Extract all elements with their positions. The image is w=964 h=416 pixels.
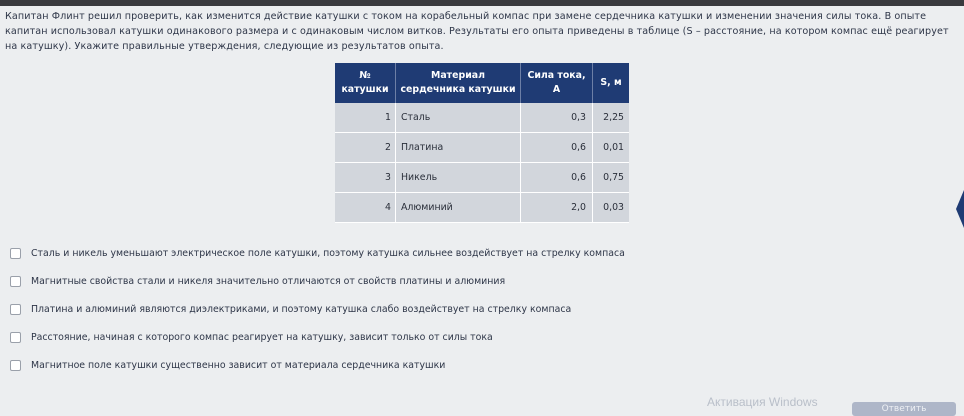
cell-current: 0,6	[521, 133, 593, 163]
answer-option-label: Магнитные свойства стали и никеля значительно отличаются от свойств платины и алюминия	[31, 275, 506, 287]
header-coil-number: № катушки	[335, 63, 396, 103]
cell-current: 2,0	[521, 193, 593, 223]
header-core-material: Материал сердечника катушки	[396, 63, 521, 103]
cell-coil-number: 2	[335, 133, 396, 163]
cell-distance: 0,03	[593, 193, 630, 223]
submit-button[interactable]: Ответить	[852, 402, 956, 416]
header-distance: S, м	[593, 63, 630, 103]
checkbox[interactable]	[10, 276, 21, 287]
top-bar	[0, 0, 964, 6]
cell-core-material: Никель	[396, 163, 521, 193]
cell-core-material: Платина	[396, 133, 521, 163]
answer-option-1[interactable]	[10, 245, 630, 261]
results-table	[335, 63, 629, 223]
answer-option-5[interactable]	[10, 357, 630, 373]
table-row	[335, 163, 629, 193]
question-text: Капитан Флинт решил проверить, как изменится действие катушки с током на корабельный компас при замене сердечника катушки и изменении значения силы тока. В опыте капитан использовал катушки одинакового размера и с одинаковым числом витков. Результаты его опыта приведены в таблице (S – расстояние, на котором компас ещё реагирует на катушку). Укажите правильные утверждения, следующие из результатов опыта.	[5, 11, 949, 52]
answer-option-4[interactable]	[10, 329, 630, 345]
cell-coil-number: 3	[335, 163, 396, 193]
windows-activation-watermark: Активация Windows	[707, 395, 818, 409]
cell-current: 0,6	[521, 163, 593, 193]
header-current: Сила тока, А	[521, 63, 593, 103]
answer-option-label: Расстояние, начиная с которого компас реагирует на катушку, зависит только от силы тока	[31, 331, 493, 343]
cell-current: 0,3	[521, 103, 593, 133]
cell-distance: 0,01	[593, 133, 630, 163]
answer-option-3[interactable]	[10, 301, 630, 317]
cell-distance: 0,75	[593, 163, 630, 193]
table-row	[335, 133, 629, 163]
cell-distance: 2,25	[593, 103, 630, 133]
cell-core-material: Сталь	[396, 103, 521, 133]
checkbox[interactable]	[10, 248, 21, 259]
cell-coil-number: 4	[335, 193, 396, 223]
answer-option-label: Магнитное поле катушки существенно зависит от материала сердечника катушки	[31, 359, 446, 371]
cell-core-material: Алюминий	[396, 193, 521, 223]
checkbox[interactable]	[10, 360, 21, 371]
answer-option-2[interactable]	[10, 273, 630, 289]
checkbox[interactable]	[10, 332, 21, 343]
answer-option-label: Платина и алюминий являются диэлектриками, и поэтому катушка слабо воздействует на стрелку компаса	[31, 303, 572, 315]
cell-coil-number: 1	[335, 103, 396, 133]
table-row	[335, 193, 629, 223]
answer-option-label: Сталь и никель уменьшают электрическое поле катушки, поэтому катушка сильнее воздействует на стрелку компаса	[31, 247, 625, 259]
table-header-row	[335, 63, 629, 103]
table-row	[335, 103, 629, 133]
chevron-right-icon[interactable]	[956, 190, 964, 228]
checkbox[interactable]	[10, 304, 21, 315]
